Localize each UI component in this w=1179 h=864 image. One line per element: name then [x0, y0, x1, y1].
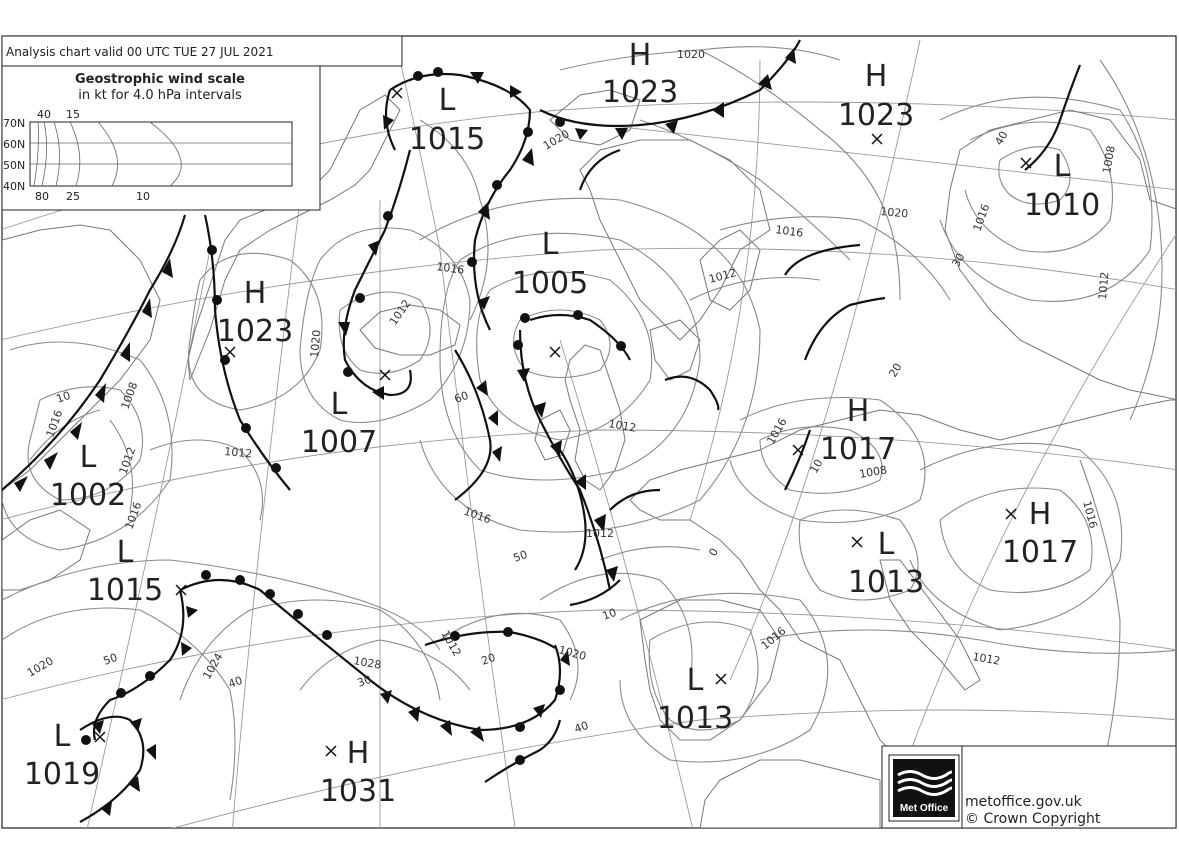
isobar-label: 1024: [200, 650, 226, 682]
isobar-label: 1016: [774, 223, 805, 240]
graticule-label: 50: [101, 650, 120, 668]
wind-scale-subtitle: in kt for 4.0 hPa intervals: [78, 88, 242, 103]
isobar-label: 1020: [879, 205, 909, 221]
wind-scale-bottom-tick: 80: [35, 190, 49, 203]
isobar-label: 1020: [677, 48, 705, 61]
graticule-label: 20: [886, 360, 905, 380]
wind-scale-title: Geostrophic wind scale: [74, 72, 246, 87]
pressure-type-label: H: [846, 394, 870, 429]
isobar-label: 1016: [461, 504, 493, 527]
isobar-label: 1016: [122, 500, 145, 532]
graticule-label: 10: [600, 605, 619, 623]
met-office-logo: [889, 755, 959, 821]
isobar-label: 1020: [308, 329, 324, 359]
pressure-type-label: L: [116, 535, 134, 570]
wind-scale-latitude: 50N: [3, 159, 26, 172]
isobar-label: 1012: [1096, 271, 1112, 301]
isobar-label: 1016: [1080, 499, 1100, 530]
met-office-logo-box: [882, 746, 1176, 828]
graticule-label: 40: [226, 673, 245, 691]
graticule-label: 30: [355, 672, 374, 690]
pressure-type-label: L: [1053, 149, 1071, 184]
isobar-label: 1012: [223, 445, 253, 461]
pressure-type-label: H: [864, 59, 888, 94]
graticule-label: 0: [706, 545, 722, 559]
isobar-label: 1016: [764, 415, 790, 447]
isobar-label: 1008: [1100, 144, 1118, 175]
chart-title: Analysis chart valid 00 UTC TUE 27 JUL 2021: [6, 45, 274, 59]
isobar-label: 1012: [116, 445, 139, 477]
pressure-type-label: L: [686, 663, 704, 698]
isobar-label: 1012: [707, 266, 738, 286]
graticule-label: 30: [949, 250, 968, 270]
pressure-type-label: L: [877, 527, 895, 562]
pressure-type-label: L: [330, 387, 348, 422]
pressure-type-label: H: [1028, 497, 1052, 532]
graticule-label: 10: [54, 388, 73, 406]
pressure-value-label: 1005: [511, 266, 589, 301]
chart-title-box: [2, 36, 402, 66]
pressure-value-label: 1002: [49, 478, 127, 513]
pressure-value-label: 1023: [216, 314, 294, 349]
pressure-value-label: 1023: [837, 98, 915, 133]
pressure-value-label: 1013: [847, 565, 925, 600]
isobar-label: 1016: [435, 260, 466, 277]
pressure-value-label: 1010: [1023, 188, 1101, 223]
isobar-label: 1016: [43, 408, 66, 440]
isobar-label: 1012: [438, 628, 464, 659]
wind-scale-bottom-tick: 10: [136, 190, 150, 203]
wind-scale-top-tick: 15: [66, 108, 80, 121]
isobar-label: 1028: [352, 654, 383, 672]
pressure-value-label: 1017: [1001, 535, 1079, 570]
wind-scale-latitude: 70N: [3, 117, 26, 130]
isobar-label: 1012: [607, 417, 638, 435]
pressure-type-label: H: [243, 276, 267, 311]
pressure-type-label: H: [628, 38, 652, 73]
isobar-label: 1012: [971, 650, 1002, 668]
isobar-label: 1020: [541, 127, 572, 153]
met-office-brand: Met Office: [899, 803, 949, 814]
isobar-label: 1016: [758, 624, 789, 653]
isobar-label: 1012: [586, 527, 614, 540]
graticule-label: 40: [992, 128, 1011, 148]
graticule-label: 50: [511, 547, 530, 565]
pressure-value-label: 1007: [300, 425, 378, 460]
pressure-value-label: 1019: [23, 757, 101, 792]
graticule-label: 20: [479, 650, 498, 668]
isobar-label: 1012: [386, 297, 414, 328]
crown-copyright: © Crown Copyright: [965, 811, 1101, 827]
pressure-value-label: 1017: [819, 432, 897, 467]
isobar-label: 1008: [118, 380, 141, 412]
graticule-label: 40: [572, 718, 591, 736]
isobar-label: 1008: [858, 463, 889, 481]
pressure-value-label: 1031: [319, 774, 397, 809]
isobar-label: 1016: [970, 202, 993, 234]
wind-scale-latitude: 40N: [3, 180, 26, 193]
pressure-value-label: 1013: [656, 701, 734, 736]
pressure-type-label: L: [438, 83, 456, 118]
isobar-label: 1020: [25, 654, 56, 680]
wind-scale-latitude: 60N: [3, 138, 26, 151]
pressure-type-label: L: [79, 440, 97, 475]
pressure-type-label: L: [53, 719, 71, 754]
met-office-url: metoffice.gov.uk: [965, 794, 1082, 810]
pressure-type-label: H: [346, 736, 370, 771]
isobar-label: 1020: [557, 643, 588, 664]
pressure-value-label: 1015: [408, 122, 486, 157]
wind-scale-panel: [2, 66, 320, 210]
graticule-label: 10: [807, 456, 826, 476]
graticule-label: 60: [452, 388, 471, 406]
pressure-type-label: L: [541, 227, 559, 262]
pressure-value-label: 1015: [86, 573, 164, 608]
pressure-value-label: 1023: [601, 75, 679, 110]
wind-scale-top-tick: 40: [37, 108, 51, 121]
wind-scale-bottom-tick: 25: [66, 190, 80, 203]
